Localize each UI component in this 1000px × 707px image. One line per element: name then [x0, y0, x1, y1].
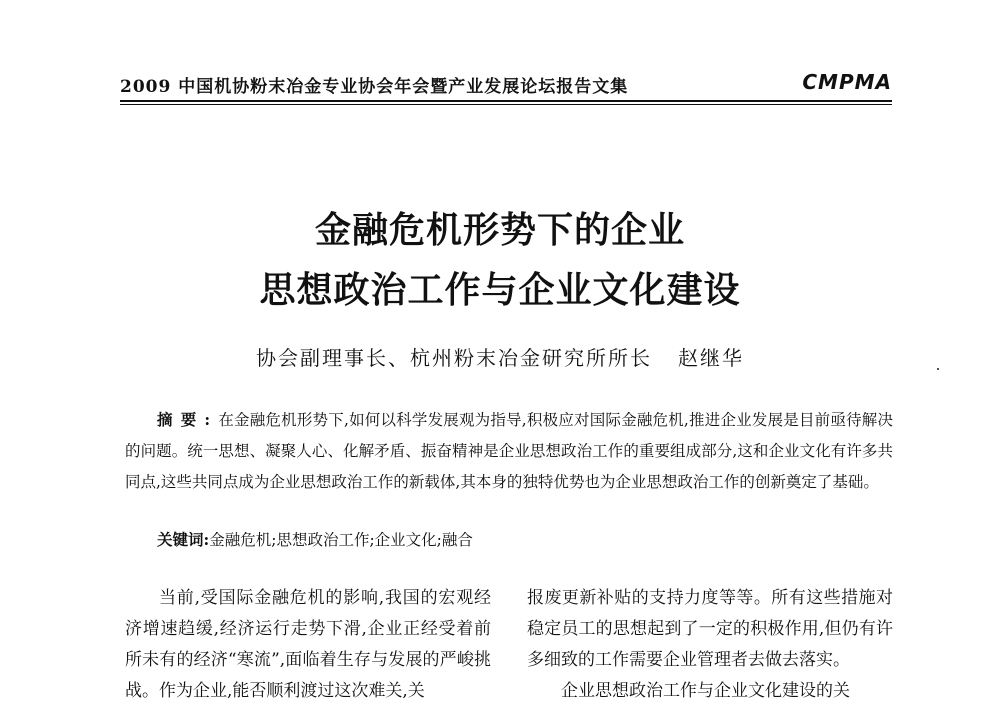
- body-paragraph: 当前,受国际金融危机的影响,我国的宏观经济增速趋缓,经济运行走势下滑,企业正经受着前所未有的经济“寒流”,面临着生存与发展的严峻挑战。作为企业,能否顺利渡过这次难关,关: [125, 588, 491, 701]
- author-affiliation: 协会副理事长、杭州粉末冶金研究所所长: [256, 346, 652, 370]
- keywords-label: 关键词:: [157, 530, 210, 549]
- article-title-line2: 思想政治工作与企业文化建设: [259, 269, 741, 311]
- author-name: 赵继华: [678, 346, 744, 370]
- body-left-column: [125, 583, 491, 707]
- body-right-column: [527, 583, 893, 707]
- header-rule: [120, 100, 892, 102]
- abstract: [125, 404, 893, 498]
- keywords: [157, 528, 897, 550]
- cmpma-logo: CMPMA: [802, 70, 892, 94]
- running-header: [120, 70, 892, 98]
- running-header-title: 2009 中国机协粉末冶金专业协会年会暨产业发展论坛报告文集: [120, 77, 629, 97]
- scan-speck: [937, 368, 939, 370]
- body-paragraph: 报废更新补贴的支持力度等等。所有这些措施对稳定员工的思想起到了一定的积极作用,但仍有许多细致的工作需要企业管理者去做去落实。: [527, 588, 893, 670]
- body-paragraph-next: 企业思想政治工作与企业文化建设的关: [561, 681, 850, 701]
- abstract-text: 在金融危机形势下,如何以科学发展观为指导,积极应对国际金融危机,推进企业发展是目前亟待解决的问题。统一思想、凝聚人心、化解矛盾、振奋精神是企业思想政治工作的重要组成部分,这和企业文化有许多共同点,这些共同点成为企业思想政治工作的新载体,其本身的独特优势也为企业思想政治工作的创新奠定了基础。: [125, 411, 893, 491]
- abstract-label: 摘要:: [157, 410, 219, 429]
- article-title-line1: 金融危机形势下的企业: [314, 209, 685, 251]
- author-line: [0, 342, 1000, 371]
- header-rule-thin: [120, 104, 892, 105]
- keywords-text: 金融危机;思想政治工作;企业文化;融合: [209, 531, 473, 549]
